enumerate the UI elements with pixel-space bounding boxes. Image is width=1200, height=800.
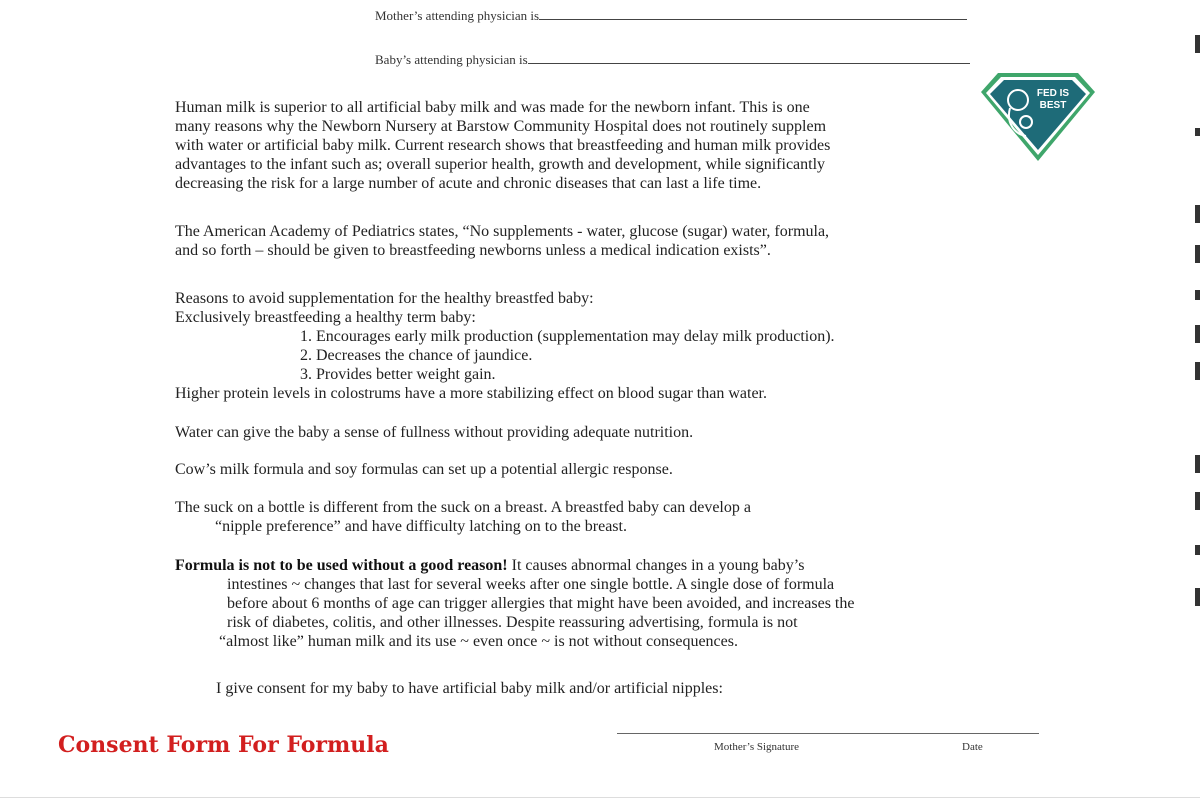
edge-mark bbox=[1195, 492, 1200, 510]
cows-milk-text: Cow’s milk formula and soy formulas can set up a potential allergic response. bbox=[175, 461, 673, 478]
suck-paragraph bbox=[175, 498, 751, 536]
edge-mark bbox=[1195, 455, 1200, 473]
baby-physician-blank[interactable] bbox=[528, 62, 970, 64]
edge-mark bbox=[1195, 35, 1200, 53]
text-line: The American Academy of Pediatrics states, “No supplements - water, glucose (sugar) water, formula, bbox=[175, 223, 830, 240]
edge-mark bbox=[1195, 362, 1200, 380]
divider bbox=[0, 797, 1200, 798]
text-line: intestines ~ changes that last for several weeks after one single bottle. A single dose of formula bbox=[227, 576, 835, 593]
formula-warning: Formula is not to be used without a good reason! bbox=[175, 557, 508, 574]
list-item: 3. Provides better weight gain. bbox=[300, 366, 496, 383]
text-line: many reasons why the Newborn Nursery at Barstow Community Hospital does not routinely supplem bbox=[175, 118, 827, 135]
edge-mark bbox=[1195, 205, 1200, 223]
baby-physician-label: Baby’s attending physician is bbox=[375, 52, 528, 67]
edge-mark bbox=[1195, 588, 1200, 606]
edge-mark bbox=[1195, 290, 1200, 300]
consent-statement: I give consent for my baby to have artificial baby milk and/or artificial nipples: bbox=[216, 680, 723, 697]
list-item: 1. Encourages early milk production (supplementation may delay milk production). bbox=[300, 328, 835, 345]
text-line: decreasing the risk for a large number of acute and chronic diseases that can last a life time. bbox=[175, 175, 762, 192]
mother-physician-field bbox=[375, 8, 967, 24]
text-line: The suck on a bottle is different from the suck on a breast. A breastfed baby can develop a bbox=[175, 499, 751, 516]
logo-text-line2: BEST bbox=[1039, 100, 1067, 111]
intro-paragraph bbox=[175, 98, 830, 193]
reasons-heading: Reasons to avoid supplementation for the healthy breastfed baby: bbox=[175, 290, 594, 307]
text-line: advantages to the infant such as; overall superior health, growth and development, while significantly bbox=[175, 156, 826, 173]
logo-text-line1: FED IS bbox=[1036, 88, 1070, 99]
text-line: and so forth – should be given to breastfeeding newborns unless a medical indication exists”. bbox=[175, 242, 771, 259]
water-text: Water can give the baby a sense of fullness without providing adequate nutrition. bbox=[175, 424, 694, 441]
colostrum-text: Higher protein levels in colostrums have a more stabilizing effect on blood sugar than water. bbox=[175, 385, 767, 402]
edge-mark bbox=[1195, 245, 1200, 263]
mother-signature-label: Mother’s Signature bbox=[714, 741, 800, 753]
fed-is-best-logo bbox=[978, 70, 1098, 164]
baby-physician-field bbox=[375, 52, 970, 68]
text-line: “nipple preference” and have difficulty latching on to the breast. bbox=[215, 518, 627, 535]
text-line: risk of diabetes, colitis, and other illnesses. Despite reassuring advertising, formula is not bbox=[227, 614, 798, 631]
date-label: Date bbox=[962, 741, 983, 753]
exclusive-heading: Exclusively breastfeeding a healthy term baby: bbox=[175, 309, 476, 326]
edge-mark bbox=[1195, 325, 1200, 343]
text-line: “almost like” human milk and its use ~ even once ~ is not without consequences. bbox=[219, 633, 738, 650]
mother-physician-label: Mother’s attending physician is bbox=[375, 8, 540, 23]
reasons-section bbox=[175, 289, 835, 403]
signature-line[interactable] bbox=[617, 733, 1039, 734]
aap-paragraph bbox=[175, 222, 829, 260]
formula-paragraph bbox=[175, 556, 854, 651]
edge-mark bbox=[1195, 128, 1200, 136]
text-line: before about 6 months of age can trigger allergies that might have been avoided, and increases the bbox=[227, 595, 855, 612]
text-line: Human milk is superior to all artificial baby milk and was made for the newborn infant. This is one bbox=[175, 99, 810, 116]
text-line: with water or artificial baby milk. Current research shows that breastfeeding and human milk provides bbox=[175, 137, 831, 154]
formula-warning-rest: It causes abnormal changes in a young baby’s bbox=[507, 557, 805, 574]
page-caption: Consent Form For Formula bbox=[58, 732, 389, 758]
edge-mark bbox=[1195, 545, 1200, 555]
list-item: 2. Decreases the chance of jaundice. bbox=[300, 347, 533, 364]
text-line bbox=[175, 556, 854, 575]
mother-physician-blank[interactable] bbox=[539, 18, 967, 20]
